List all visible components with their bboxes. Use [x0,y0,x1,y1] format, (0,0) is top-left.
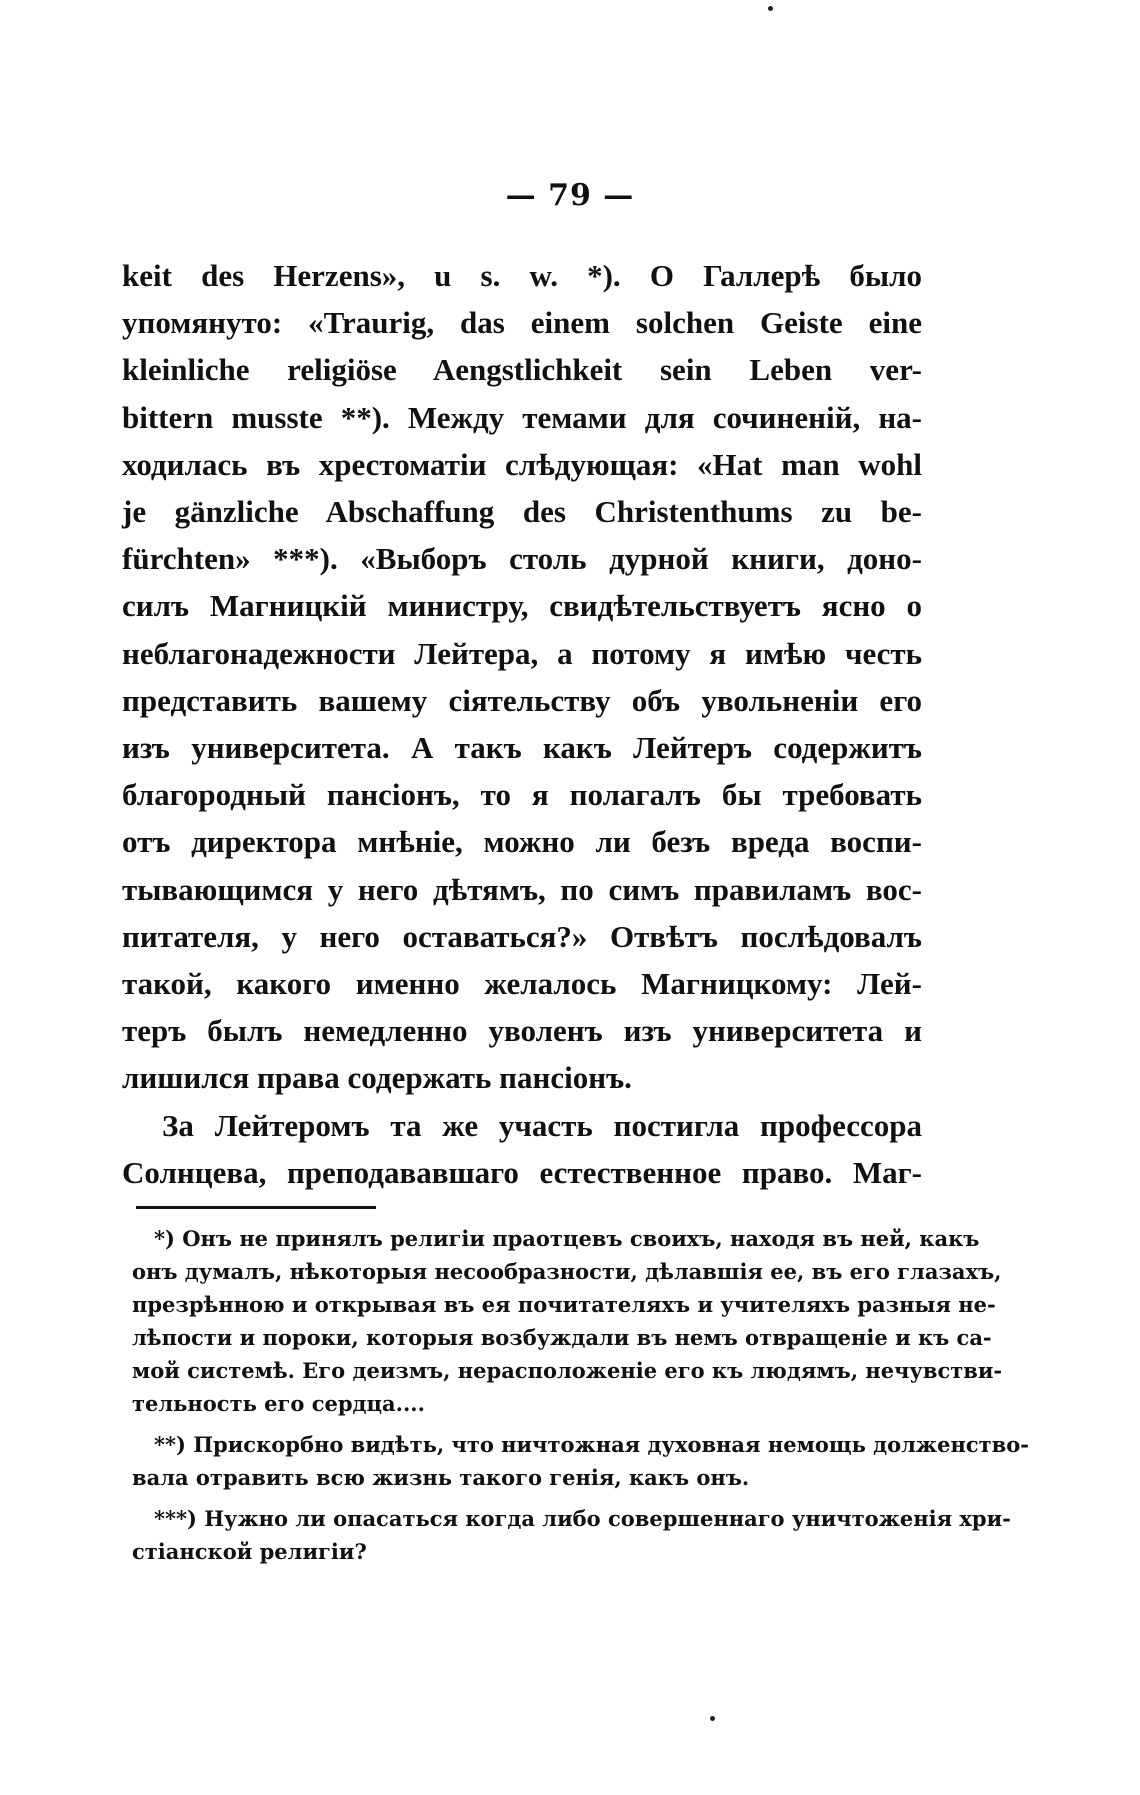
footnote-gap [132,1494,922,1502]
text-line: За Лейтеромъ та же участь постигла профессора [162,1107,922,1143]
text-line: je gänzliche Abschaffung des Christenthums zu be- [122,494,922,530]
footnote-line: стіанской религіи? [132,1539,367,1564]
print-speck [768,6,773,11]
footnote-gap [132,1420,922,1428]
text-line: такой, какого именно желалось Магницкому: Лей- [122,966,922,1002]
footnote-line: онъ думалъ, нѣкоторыя несообразности, дѣлавшія ее, въ его глазахъ, [132,1259,1002,1284]
print-speck [710,1716,715,1721]
text-line: ходилась въ хрестоматіи слѣдующая: «Hat man wohl [122,446,922,482]
text-line: bittern musste **). Между темами для сочиненій, на- [122,399,922,435]
footnote-line: мой системѣ. Его деизмъ, нерасположеніе его къ людямъ, нечувстви- [132,1358,1003,1383]
text-line: благородный пансіонъ, то я полагалъ бы требовать [122,777,922,813]
footnote-3 [132,1502,1011,1568]
footnote-line: ***) Нужно ли опасаться когда либо совершеннаго уничтоженія хри- [154,1506,1011,1531]
footnote-line: **) Прискорбно видѣть, что ничтожная духовная немощь долженство- [154,1432,1029,1457]
text-line: fürchten» ***). «Выборъ столь дурной книги, доно- [122,541,922,577]
text-line: неблагонадежности Лейтера, а потому я имѣю честь [122,635,922,671]
text-line: тывающимся у него дѣтямъ, по симъ правиламъ вос- [122,871,922,907]
footnote-line: *) Онъ не принялъ религіи праотцевъ своихъ, находя въ ней, какъ [154,1226,980,1251]
text-line: keit des Herzens», u s. w. *). О Галлерѣ было [122,258,922,293]
text-line: Солнцева, преподававшаго естественное право. Маг- [122,1154,922,1190]
page-number: — 79 — [505,178,635,213]
footnote-line: тельность его сердца.... [132,1391,425,1416]
text-line: изъ университета. А такъ какъ Лейтеръ содержитъ [122,730,922,766]
main-text [122,252,922,1196]
text-line: kleinliche religiöse Aengstlichkeit sein Leben ver- [122,352,922,388]
footnote-divider [136,1206,376,1209]
footnote-1 [132,1222,1003,1420]
text-line: представить вашему сіятельству объ увольненіи его [122,682,922,718]
text-line: теръ былъ немедленно уволенъ изъ университета и [122,1013,922,1049]
text-line: питателя, у него оставаться?» Отвѣтъ послѣдовалъ [122,918,922,954]
text-line: упомянуто: «Traurig, das einem solchen Geiste eine [122,305,922,341]
text-line: отъ директора мнѣніе, можно ли безъ вреда воспи- [122,824,922,860]
footnote-line: презрѣнною и открывая въ ея почитателяхъ и учителяхъ разныя не- [132,1292,996,1317]
footnote-line: вала отравить всю жизнь такого генія, какъ онъ. [132,1465,750,1490]
footnotes [132,1222,1029,1568]
text-line: силъ Магницкій министру, свидѣтельствуетъ ясно о [122,588,922,624]
footnote-line: лѣпости и пороки, которыя возбуждали въ немъ отвращеніе и къ са- [132,1325,992,1350]
text-line: лишился права содержать пансіонъ. [122,1060,632,1096]
footnote-2 [132,1428,1029,1494]
